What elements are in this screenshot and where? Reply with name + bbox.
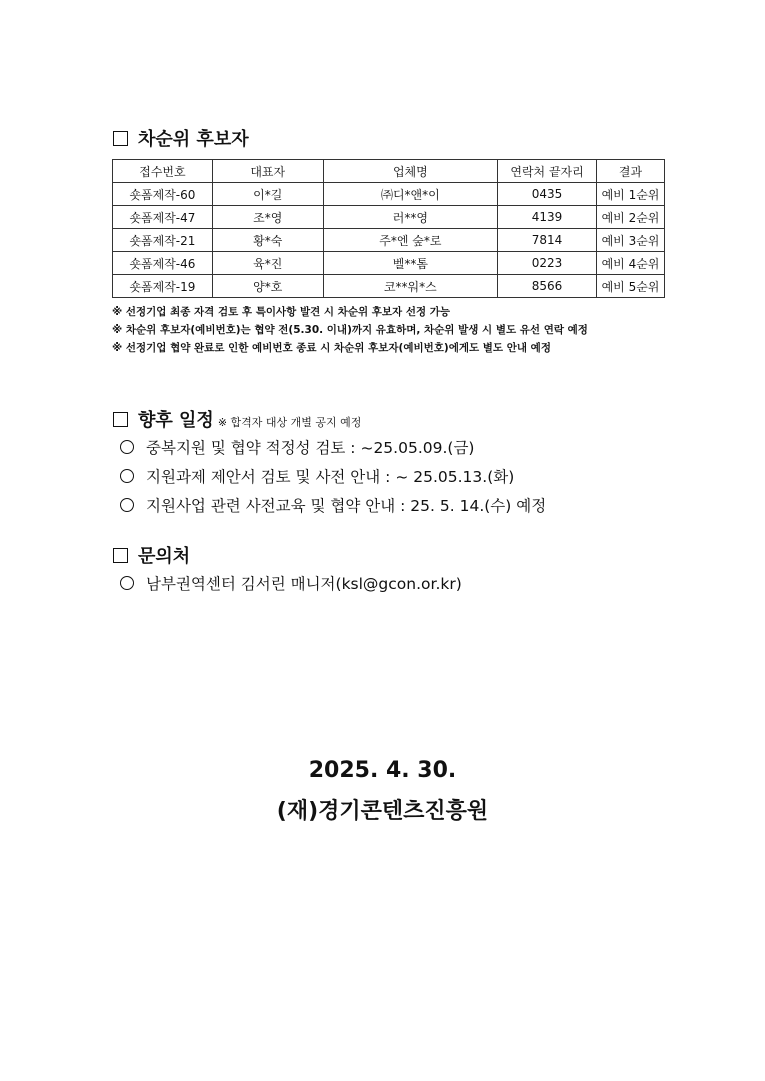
cell-representative: 이*길 <box>212 183 323 206</box>
table-row <box>113 275 665 298</box>
cell-result: 예비 2순위 <box>597 206 665 229</box>
circle-bullet-icon <box>120 576 134 590</box>
cell-representative: 황*숙 <box>212 229 323 252</box>
list-item <box>120 570 462 599</box>
col-header-company: 업체명 <box>323 160 498 183</box>
cell-contact-digits: 0435 <box>498 183 597 206</box>
checkbox-square-icon <box>113 412 128 427</box>
table-row <box>113 229 665 252</box>
table-row <box>113 252 665 275</box>
candidates-heading <box>113 125 249 151</box>
cell-company: 러**영 <box>323 206 498 229</box>
cell-receipt-no: 숏폼제작-21 <box>113 229 213 252</box>
cell-company: 벨**톰 <box>323 252 498 275</box>
cell-contact-digits: 8566 <box>498 275 597 298</box>
cell-result: 예비 1순위 <box>597 183 665 206</box>
cell-company: ㈜디*앤*이 <box>323 183 498 206</box>
schedule-item-text: 지원사업 관련 사전교육 및 협약 안내 : 25. 5. 14.(수) 예정 <box>146 497 547 515</box>
cell-contact-digits: 4139 <box>498 206 597 229</box>
circle-bullet-icon <box>120 469 134 483</box>
cell-receipt-no: 숏폼제작-19 <box>113 275 213 298</box>
col-header-representative: 대표자 <box>212 160 323 183</box>
cell-representative: 양*호 <box>212 275 323 298</box>
schedule-item-text: 지원과제 제안서 검토 및 사전 안내 : ~ 25.05.13.(화) <box>146 468 515 486</box>
cell-receipt-no: 숏폼제작-60 <box>113 183 213 206</box>
circle-bullet-icon <box>120 498 134 512</box>
contact-heading-text: 문의처 <box>138 546 191 567</box>
cell-receipt-no: 숏폼제작-46 <box>113 252 213 275</box>
candidates-heading-text: 차순위 후보자 <box>138 129 249 150</box>
table-header-row <box>113 160 665 183</box>
table-row <box>113 183 665 206</box>
document-date: 2025. 4. 30. <box>308 758 457 783</box>
col-header-result: 결과 <box>597 160 665 183</box>
col-header-receipt-no: 접수번호 <box>113 160 213 183</box>
cell-company: 코**워*스 <box>323 275 498 298</box>
cell-contact-digits: 7814 <box>498 229 597 252</box>
contact-item-text: 남부권역센터 김서린 매니저(ksl@gcon.or.kr) <box>146 575 462 593</box>
candidate-notes <box>112 303 588 357</box>
contact-heading <box>113 542 190 568</box>
cell-result: 예비 5순위 <box>597 275 665 298</box>
schedule-heading <box>113 406 361 432</box>
cell-result: 예비 3순위 <box>597 229 665 252</box>
candidates-table <box>112 159 665 298</box>
list-item <box>120 434 546 463</box>
schedule-heading-text: 향후 일정 <box>138 410 214 431</box>
cell-result: 예비 4순위 <box>597 252 665 275</box>
note-line: ※ 선정기업 협약 완료로 인한 예비번호 종료 시 차순위 후보자(예비번호)에게도 별도 안내 예정 <box>112 342 551 354</box>
organization-name: (재)경기콘텐츠진흥원 <box>276 799 489 824</box>
schedule-list <box>120 434 546 521</box>
table-row <box>113 206 665 229</box>
note-line: ※ 차순위 후보자(예비번호)는 협약 전(5.30. 이내)까지 유효하며, 차순위 발생 시 별도 유선 연락 예정 <box>112 324 588 336</box>
checkbox-square-icon <box>113 548 128 563</box>
checkbox-square-icon <box>113 131 128 146</box>
cell-contact-digits: 0223 <box>498 252 597 275</box>
schedule-note: ※ 합격자 대상 개별 공지 예정 <box>217 416 362 429</box>
note-line: ※ 선정기업 최종 자격 검토 후 특이사항 발견 시 차순위 후보자 선정 가능 <box>112 306 451 318</box>
cell-representative: 조*영 <box>212 206 323 229</box>
contact-list <box>120 570 462 599</box>
list-item <box>120 463 546 492</box>
cell-company: 주*엔 숲*로 <box>323 229 498 252</box>
col-header-contact-digits: 연락처 끝자리 <box>498 160 597 183</box>
cell-receipt-no: 숏폼제작-47 <box>113 206 213 229</box>
schedule-item-text: 중복지원 및 협약 적정성 검토 : ~25.05.09.(금) <box>146 439 475 457</box>
list-item <box>120 492 546 521</box>
circle-bullet-icon <box>120 440 134 454</box>
cell-representative: 육*진 <box>212 252 323 275</box>
